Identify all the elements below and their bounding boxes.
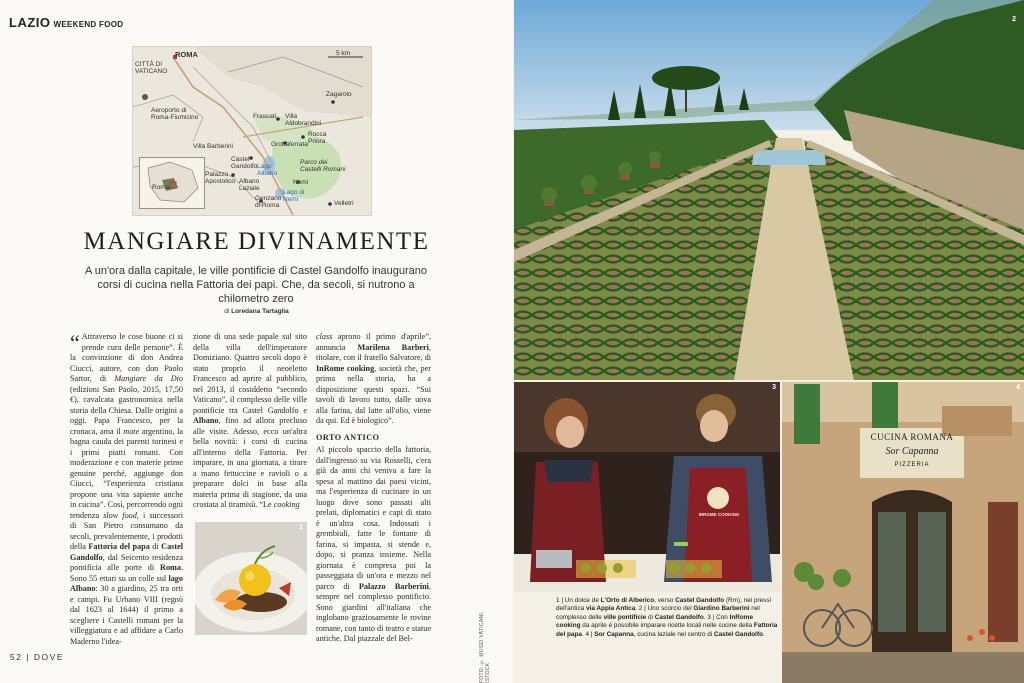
cooking-illustration [514,382,780,592]
restaurant-illustration [782,382,1024,683]
map-label-villa-barberini: Villa Barberini [193,143,233,150]
map-label-lago-albano: Lago Albano [257,163,278,177]
shop-sign-sor-capanna: Sor Capanna [885,446,939,457]
caption-text-run: di [646,613,655,621]
caption-text-run: Giardino Barberini [693,605,750,613]
inset-label-roma: Roma [152,184,170,191]
col1-text-run: Attraverso le cose buone ci si prende cura delle persone”. È la convinzione di don Andrea Ciucci, autore, con don Paolo Sartor, di [70,332,183,383]
photo-number-4: 4 [1016,384,1020,391]
col2-text-run: , fino ad allora precluso alle visite. Adesso, ecco un'altra bella novità: i corsi di cucina all'interno della Fattoria. Per imparare, in una giornata, a tirare a mano fettuccine e ravioli o a preparare dolci in base alla materia prima di stagione, da una crostata al tiramisù. “Le [193,416,307,509]
col1-text-run: Fattoria del papa [88,542,150,551]
photo-number-2: 2 [1012,16,1016,23]
map-label-grottaferrata: Grottaferrata [271,141,308,148]
caption-text-run: , verso [654,597,676,604]
sor-capanna-photo [782,382,1024,683]
byline-prefix: di [224,308,230,315]
col1-text-run: , i successori di San Pietro consumano da secoli, prevalentemente, i prodotti della [70,510,184,551]
map-scale: 5 km [336,50,351,57]
photo-caption [556,597,778,639]
col1-text-run: (edizioni San Paolo, 2015, 17,50 €), cavalcata gastronomica nella storia della Chiesa. Dalle origini a oggi. Papa Francesco, per la cronaca, ama il [70,384,183,436]
photo-credit: FOTO: © MUSEI VATICANI, ISTOCK [479,611,491,683]
map-label-palazzo-apostolico: Palazzo Apostolico [205,171,235,185]
cooking-class-photo [514,382,780,592]
caption-text-run: InRome cooking [556,613,754,630]
caption-text-run: nel complesso delle [556,605,760,621]
map-label-genzano: Genzano di Roma [255,195,282,209]
caption-text-run: , cucina laziale nel centro di [633,630,714,638]
lazio-inset-graphic [140,158,204,208]
map-label-albano: Albano Laziale [239,178,260,192]
caption-text-run: da aprile è possibile imparare ricette locali nelle cucine della [580,622,754,630]
article-title: MANGIARE DIVINAMENTE [83,228,430,255]
section-label: LAZIO [9,15,51,30]
caption-text-run: Castel Gandolfo [654,613,704,621]
caption-text-run: . [763,630,765,638]
map-label-frascati: Frascati [253,113,277,120]
col3a-text-run: class [316,332,333,341]
garden-illustration [514,0,1024,380]
caption-text-run: L'Orto di Alberico [600,597,655,604]
map-label-lago-nemi: Lago di Nemi [283,189,305,203]
col3a-text-run: InRome cooking [316,363,375,373]
caption-text-run: (Rm), nei pressi dell'antica [556,597,771,613]
body-text-col3b [316,445,431,645]
apron-logo-text: INROME COOKING [698,512,740,517]
article-byline [0,308,513,315]
caption-text-run: . 4 | [581,630,595,638]
body-column-2 [193,332,307,511]
col1-text-run: Castel Gandolfo [70,542,183,562]
col1-text-run: , dal Seicento residenza pontificia alle porte di [70,552,183,572]
map-label-aeroporto: Aeroporto di Roma-Fiumicino [151,107,199,121]
caption-text-run: Castel Gandolfo [713,630,763,638]
col2-text-run: Albano [193,416,219,425]
col3b-text-run: Palazzo Barberini [358,581,429,591]
byline-author: Loredana Tartaglia [231,308,289,315]
subhead-orto-antico: ORTO ANTICO [316,432,380,442]
photo-number-1: 1 [299,524,303,531]
col1-text-run: argentino, la bagna cauda dei parenti torinesi e i primi piatti romani. Con moderazione e con materie prime genuine perché, aggiunge don Ciucci, “l'esperienza cristiana propone una vita sapiente anche in cucina”. Così, percorrendo ogni tendenza [70,426,183,520]
garden-photo [514,0,1024,380]
col3a-text-run: Marilena Barberi [357,342,429,352]
body-text-col1 [70,332,183,647]
body-column-3 [316,332,431,645]
shop-sign-pizzeria: PIZZERIA [894,462,930,468]
caption-text-run: Fattoria del papa [556,622,778,638]
map-label-castel-gandolfo: Castel Gandolfo [231,156,258,170]
caption-text-run: . 2 | Uno scorcio del [635,605,694,613]
col2-text-run: cooking [273,500,300,509]
col1-text-run: Roma [160,563,181,572]
col3a-text-run: , titolare, con il fratello Salvatore, di [316,342,431,362]
map-inset-lazio [139,157,205,209]
subsection-label: WEEKEND FOOD [53,20,124,29]
body-text-col2 [193,332,307,511]
map-label-zagarolo: Zagarolo [326,91,352,98]
section-header [9,14,123,32]
caption-text-run: via Appia Antica [586,605,636,613]
caption-text-run: Sor Capanna [594,630,634,638]
area-map [132,46,372,216]
article-standfirst: A un'ora dalla capitale, le ville pontificie di Castel Gandolfo inaugurano corsi di cucina nella Fattoria dei papi. Che, da secoli, si nutrono a chilometro zero [84,265,428,305]
drop-quote: “ [70,330,80,355]
map-label-villa-aldobrandini: Villa Aldobrandini [285,113,322,127]
map-label-roma: ROMA [175,50,198,59]
col2-text-run: zione di una sede papale sul sito della villa dell'imperatore Domiziano. Quattro secoli dopo è stato proprio il neoeletto Francesco ad aprire al pubblico, nel 2013, il cosiddetto “secondo Vaticano”, il complesso delle ville pontificie tra Castel Gandolfo e [193,332,307,415]
map-label-nemi: Nemi [293,179,309,186]
shop-sign-cucina-romana: CUCINA ROMANA [870,432,954,442]
col1-text-run: Mangiare da Dio [114,374,183,383]
col1-text-run: slow food [103,510,137,520]
folio-magazine: DOVE [33,652,64,662]
caption-text-run: ville pontificie [603,613,647,621]
col1-text-run: : 30 a giardino, 25 tra orti e campi. Fu Urbano VIII (regnò dal 1623 al 1644) il primo a scegliere i Castelli romani per la villeggiatura e ad affidare a Carlo Maderno l'idea- [70,584,183,646]
col3b-text-run: Al piccolo spaccio della fattoria, dall'ingresso su via Rosselli, c'era già da anni chi veniva a fare la spesa al mattino dai paesi vicini, ma l'esperienza di cucinare in un luogo dove sono passati alti prelati, diplomatici e capi di stato è un'altra cosa. Indossati i grembiuli, fatte le fontane di farina, si impasta, si stende e, dopo, si pranza insieme. Nella giornata è compresa poi la passeggiata di un'ora e mezzo nel parco di [316,445,431,591]
col1-text-run: di [149,542,162,551]
dessert-photo [195,522,307,635]
caption-text-run: Castel Gandolfo [675,597,725,604]
body-text-col3a [316,332,431,427]
col3a-text-run: aprono il primo d'aprile”, annuncia [316,332,431,352]
caption-text-run: 1 | Un dolce de [556,597,601,604]
dessert-illustration [195,522,307,635]
photo-number-3: 3 [772,384,776,391]
body-column-1 [70,332,183,647]
col1-text-run: . Sono 55 ettari su un colle sul [70,563,183,583]
col1-text-run: mate [123,426,140,436]
caption-text-run: . 3 | Con [703,613,730,621]
folio-page-number: 52 [10,652,23,662]
map-label-vaticano: CITTÀ DI VATICANO [135,61,168,75]
map-label-parco: Parco dei Castelli Romani [300,159,346,173]
col3a-text-run: , società che, per prima nella storia, ha a disposizione questi spazi. “Sui tavoli di lavoro tutto, dalle uova alla farina, dal latte all'olio, viene da qui. Ed è biologico”. [316,363,431,425]
map-label-velletri: Velletri [334,200,354,207]
map-label-rocca-priora: Rocca Priora [308,131,327,145]
col1-text-run: lago Albano [70,573,183,593]
col3b-text-run: , sempre nel complesso pontificio. Sono giardini all'italiana che inglobano graziosamente le rovine romane, con tanto di teatro e statue antiche. Dal piazzale del Bel- [316,581,431,643]
page-folio: 52 | DOVE [10,652,64,662]
